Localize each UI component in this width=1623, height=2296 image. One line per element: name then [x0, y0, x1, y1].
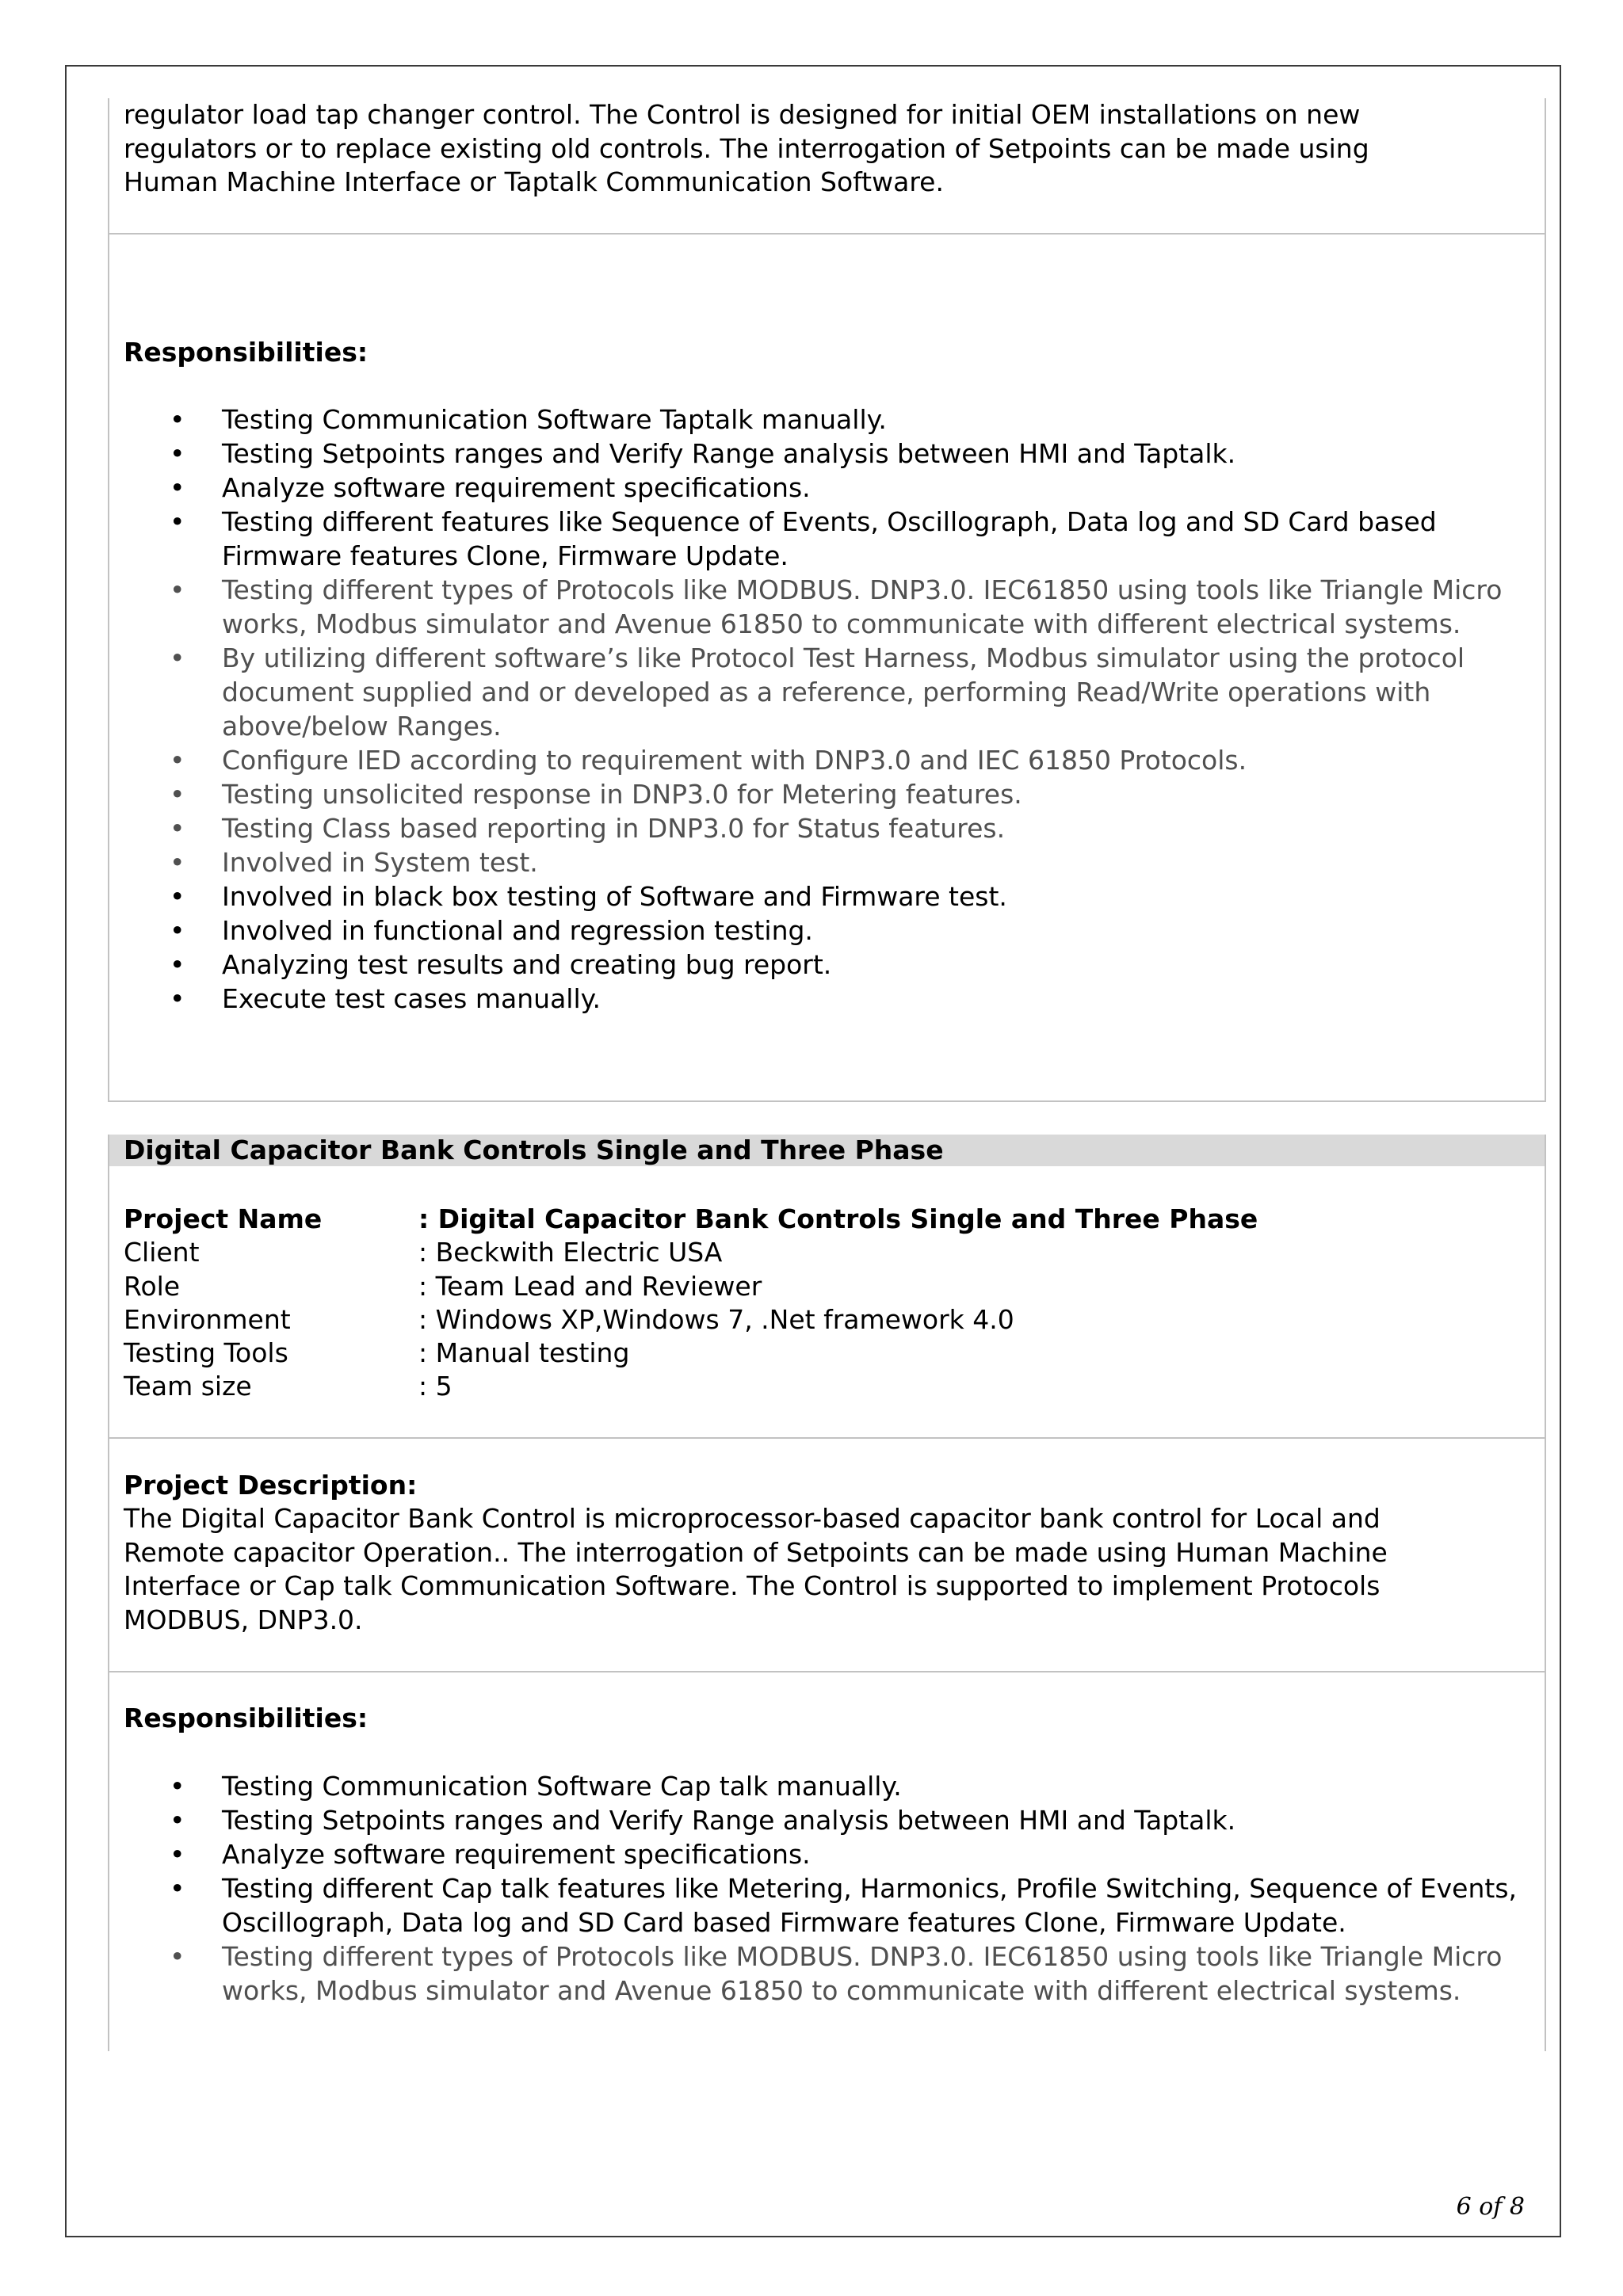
project-description-line: Remote capacitor Operation.. The interrogation of Setpoints can be made using Human Machine	[124, 1536, 1388, 1568]
detail-label: Testing Tools	[124, 1337, 288, 1369]
detail-row	[124, 1303, 1534, 1337]
responsibility-item: • Testing Class based reporting in DNP3.0 for Status features.	[124, 811, 1534, 845]
detail-label: Team size	[124, 1371, 252, 1402]
detail-row	[124, 1370, 1534, 1403]
detail-row	[124, 1337, 1534, 1370]
responsibility-item: • Testing Communication Software Taptalk manually.	[124, 402, 1534, 437]
top-description	[124, 98, 1534, 200]
top-description-line: regulators or to replace existing old controls. The interrogation of Setpoints can be made using	[124, 132, 1369, 164]
responsibility-item: • Analyzing test results and creating bug report.	[124, 948, 1534, 982]
detail-value: : Team Lead and Reviewer	[418, 1270, 762, 1302]
responsibility-item: • Analyze software requirement specifications.	[124, 471, 1534, 505]
detail-value: : Beckwith Electric USA	[418, 1237, 723, 1268]
responsibility-item: • Involved in black box testing of Software and Firmware test.	[124, 879, 1534, 913]
responsibility-item: • By utilizing different software’s like Protocol Test Harness, Modbus simulator using the protocol document supplied and or developed as a reference, performing Read/Write operations with above/below Ranges.	[124, 641, 1534, 743]
detail-value: : Manual testing	[418, 1337, 630, 1369]
responsibility-item: • Testing Setpoints ranges and Verify Range analysis between HMI and Taptalk.	[124, 1803, 1534, 1837]
page-number: 6 of 8	[1456, 2193, 1525, 2221]
responsibility-item: • Execute test cases manually.	[124, 982, 1534, 1016]
responsibilities-list	[124, 402, 1534, 1016]
detail-value: : Digital Capacitor Bank Controls Single and Three Phase	[418, 1203, 1258, 1234]
project-description-line: The Digital Capacitor Bank Control is microprocessor-based capacitor bank control for Local and	[124, 1503, 1381, 1534]
responsibility-item: • Configure IED according to requirement with DNP3.0 and IEC 61850 Protocols.	[124, 743, 1534, 777]
project-description	[124, 1502, 1534, 1637]
project-description-heading: Project Description:	[124, 1470, 418, 1501]
detail-value: : 5	[418, 1371, 453, 1402]
responsibility-item: • Analyze software requirement specifications.	[124, 1837, 1534, 1871]
responsibility-item: • Testing Setpoints ranges and Verify Range analysis between HMI and Taptalk.	[124, 437, 1534, 471]
responsibilities-heading: Responsibilities:	[124, 337, 369, 368]
responsibility-item: • Testing unsolicited response in DNP3.0 for Metering features.	[124, 777, 1534, 811]
top-description-line: Human Machine Interface or Taptalk Communication Software.	[124, 166, 944, 197]
top-description-line: regulator load tap changer control. The Control is designed for initial OEM installations on new	[124, 99, 1361, 130]
project-description-line: Interface or Cap talk Communication Software. The Control is supported to implement Protocols	[124, 1570, 1381, 1601]
responsibility-item: • Testing different types of Protocols like MODBUS. DNP3.0. IEC61850 using tools like Triangle Micro works, Modbus simulator and Avenue 61850 to communicate with different electrical systems.	[124, 1939, 1534, 2008]
detail-label: Environment	[124, 1303, 291, 1335]
responsibility-item: • Testing different features like Sequence of Events, Oscillograph, Data log and SD Card based Firmware features Clone, Firmware Update.	[124, 505, 1534, 573]
detail-row	[124, 1236, 1534, 1269]
project-details	[124, 1203, 1534, 1404]
detail-value: : Windows XP,Windows 7, .Net framework 4.0	[418, 1303, 1014, 1335]
project-responsibilities-heading: Responsibilities:	[124, 1703, 369, 1733]
responsibility-item: • Testing different types of Protocols like MODBUS. DNP3.0. IEC61850 using tools like Triangle Micro works, Modbus simulator and Avenue 61850 to communicate with different electrical systems.	[124, 573, 1534, 641]
project-responsibilities-list	[124, 1769, 1534, 2008]
responsibility-item: • Involved in System test.	[124, 845, 1534, 879]
detail-label: Role	[124, 1270, 181, 1302]
detail-label: Client	[124, 1237, 200, 1268]
section-title-bar	[108, 1135, 1546, 1166]
detail-label: Project Name	[124, 1203, 323, 1234]
detail-row	[124, 1270, 1534, 1303]
responsibility-item: • Testing Communication Software Cap talk manually.	[124, 1769, 1534, 1803]
detail-row	[124, 1203, 1534, 1236]
section-title: Digital Capacitor Bank Controls Single and Three Phase	[124, 1135, 944, 1165]
responsibility-item: • Testing different Cap talk features like Metering, Harmonics, Profile Switching, Sequence of Events, Oscillograph, Data log and SD Card based Firmware features Clone, Firmware Update.	[124, 1871, 1534, 1939]
responsibility-item: • Involved in functional and regression testing.	[124, 913, 1534, 948]
project-description-line: MODBUS, DNP3.0.	[124, 1604, 363, 1635]
